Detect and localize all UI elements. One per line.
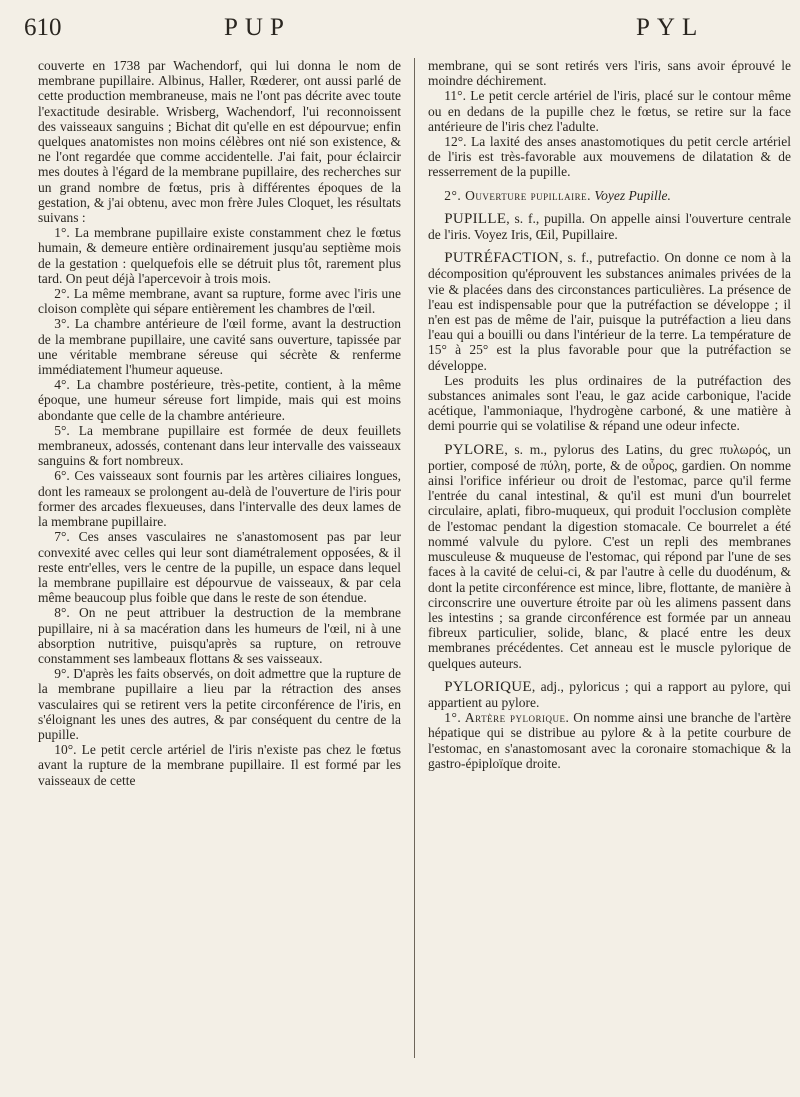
- paragraph-7: 7°. Ces anses vasculaires ne s'anastomosent pas par leur convexité avec celles qui leur sont diamétralement opposées, & il reste entr'elles, vers le centre de la pupille, un espace dans lequel la membrane pupillaire est dépourvue de vaisseaux, & par cela même beaucoup plus foible que dans le reste de son étendue.: [38, 529, 401, 606]
- headword-pupille: PUPILLE: [444, 210, 507, 227]
- artere-text: On nomme ainsi une branche de l'artère hépatique qui se distribue au pylore & à la petite courbure de l'estomac, en s'anastomosant avec la coronaire stomachique & la gastro-épiploïque droite.: [428, 710, 791, 771]
- page-number: 610: [24, 14, 62, 41]
- entry-artere-pylorique: [428, 710, 791, 771]
- paragraph-1: 1°. La membrane pupillaire existe constamment chez le fœtus humain, & demeure entière ordinairement jusqu'au septième mois de la gestation : quelquefois elle se détruit plus tôt, rarement plus tard. On peut déjà l'apercevoir à trois mois.: [38, 225, 401, 286]
- ouverture-pupillaire-entry: [428, 188, 791, 203]
- entry-putrefaction: [428, 250, 791, 373]
- ouverture-label: 2°. Ouverture pupillaire.: [444, 187, 592, 203]
- headword-putrefaction: PUTRÉFACTION: [444, 250, 560, 267]
- left-running-head: PUP: [224, 14, 291, 41]
- right-running-head: PYL: [636, 14, 705, 41]
- entry-pupille: [428, 211, 791, 242]
- entry-putrefaction-text: , s. f., putrefactio. On donne ce nom à la décomposition qu'éprouvent les substances animales privées de la vie & placées dans des circonstances particulières. La présence de l'eau est indispensable pour que la putréfaction se développe ; il n'en est pas de même de l'air, puisque la putréfaction a lieu dans l'eau qui a bouilli ou dans l'intérieur de la terre. La température de 15° à 25° est la plus favorable pour que la putréfaction se développe.: [428, 250, 791, 373]
- paragraph-4: 4°. La chambre postérieure, très-petite, contient, à la même époque, une humeur séreuse fort limpide, mais qui est moins abondante que celle de la chambre antérieure.: [38, 377, 401, 423]
- paragraph-5: 5°. La membrane pupillaire est formée de deux feuillets membraneux, adossés, contenant dans leur intervalle des vaisseaux sanguins & fort nombreux.: [38, 422, 401, 469]
- right-column: [428, 58, 791, 771]
- paragraph-3: 3°. La chambre antérieure de l'œil forme, avant la destruction de la membrane pupillaire, une cavité sans ouverture, tapissée par une véritable membrane séreuse qui sécrète & renferme immédiatement l'humeur aqueuse.: [38, 316, 401, 378]
- entry-pupille-text: , s. f., pupilla. On appelle ainsi l'ouverture centrale de l'iris. Voyez Iris, Œil, Pupillaire.: [428, 210, 791, 243]
- ouverture-see-also: Voyez Pupille.: [594, 187, 671, 203]
- left-column: [38, 58, 401, 788]
- paragraph-6: 6°. Ces vaisseaux sont fournis par les artères ciliaires longues, dont les rameaux se prolongent au-delà de l'ouverture de l'iris pour former des arcades flexueuses, dans l'intervalle des deux lames de la membrane pupillaire.: [38, 468, 401, 530]
- paragraph-2: 2°. La même membrane, avant sa rupture, forme avec l'iris une cloison complète qui sépare entièrement les chambres de l'œil.: [38, 286, 401, 317]
- paragraph-intro: couverte en 1738 par Wachendorf, qui lui donna le nom de membrane pupillaire. Albinus, Haller, Rœderer, ont aussi parlé de cette production membraneuse, mais ne l'ont pas décrite avec toute l'exactitude desirable. Wrisberg, Wachendorf, l'ui reconnoissent des vaisseaux sanguins ; Bichat dit qu'elle en est dépourvue; enfin quelques anatomistes non moins célèbres ont nié son existence, & ne l'ont regardée que comme accidentelle. J'ai fait, pour éclaircir mes doutes à l'égard de la membrane pupillaire, des recherches sur un grand nombre de fœtus, pris à différentes époques de la gestation, & j'ai obtenu, avec mon frère Jules Cloquet, les résultats suivans :: [38, 58, 401, 226]
- paragraph-12: 12°. La laxité des anses anastomotiques du petit cercle artériel de l'iris est très-favorable aux mouvemens de dilatation & de resserrement de la pupille.: [428, 134, 791, 180]
- paragraph-8: 8°. On ne peut attribuer la destruction de la membrane pupillaire, ni à sa macération dans les humeurs de l'œil, ni à une absorption nutritive, puisqu'après sa rupture, on retrouve constamment ses lambeaux flottans & ses vaisseaux.: [38, 605, 401, 666]
- paragraph-11: 11°. Le petit cercle artériel de l'iris, placé sur le contour même ou en dedans de la pupille chez le fœtus, se retire sur la face antérieure de l'iris chez l'adulte.: [428, 88, 791, 134]
- column-divider: [414, 58, 415, 1058]
- headword-pylorique: PYLORIQUE: [444, 678, 532, 695]
- entry-pylore-text: , s. m., pylorus des Latins, du grec πυλωρός, un portier, composé de πύλη, porte, & de οὖρος, gardien. On nomme ainsi l'orifice inférieur ou droit de l'estomac, parce qu'il ferme l'entrée du canal intestinal, & qu'il est muni d'un bourrelet circulaire, aplati, fibro-muqueux, qui produit l'occlusion complète de l'estomac pendant la digestion stomacale. Ce bourrelet a été nommé valvule du pylore. C'est un repli des membranes musculeuse & muqueuse de l'estomac, qui répond par l'une de ses faces à la cavité de celui-ci, & par l'autre à celle du duodénum, & dont la petite circonférence est mince, libre, flottante, de manière à circonscrire une ouverture étroite par où les alimens passent dans les intestins ; sa grande circonférence est formée par un anneau fibreux particulier, solide, blanc, & placé entre les deux membranes précédentes. Cet anneau est le muscle pylorique de quelques auteurs.: [428, 441, 791, 671]
- entry-putrefaction-products: Les produits les plus ordinaires de la putréfaction des substances animales sont l'eau, le gaz acide carbonique, l'acide acétique, l'ammoniaque, l'hydrogène carboné, & une matière à demi pourrie qui se volatilise & répand une odeur infecte.: [428, 372, 791, 434]
- paragraph-9: 9°. D'après les faits observés, on doit admettre que la rupture de la membrane pupillaire a lieu par la rétraction des anses vasculaires qui se retirent vers la petite circonférence de l'iris, en s'éloignant les unes des autres, & par conséquent du centre de la pupille.: [38, 666, 401, 742]
- paragraph-continuation: membrane, qui se sont retirés vers l'iris, sans avoir éprouvé le moindre déchirement.: [428, 58, 791, 89]
- artere-label: 1°. Artère pylorique.: [444, 710, 570, 726]
- headword-pylore: PYLORE: [444, 441, 505, 458]
- page-header: [24, 14, 776, 48]
- entry-pylorique: [428, 679, 791, 710]
- entry-pylorique-text: , adj., pyloricus ; qui a rapport au pylore, qui appartient au pylore.: [428, 678, 791, 710]
- paragraph-10: 10°. Le petit cercle artériel de l'iris n'existe pas chez le fœtus avant la rupture de la membrane pupillaire. Il est formé par les vaisseaux de cette: [38, 742, 401, 788]
- entry-pylore: [428, 442, 791, 671]
